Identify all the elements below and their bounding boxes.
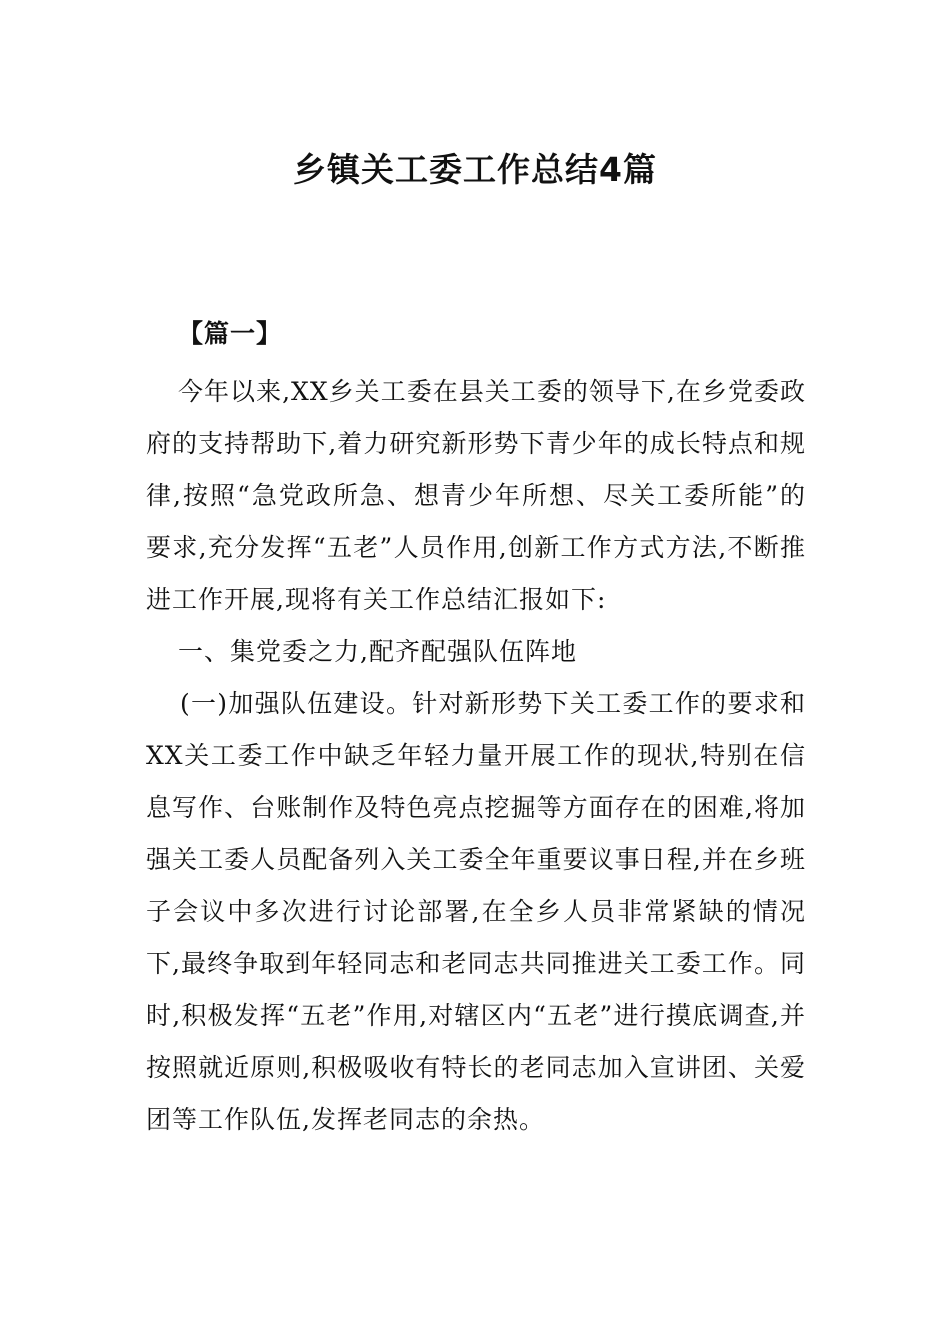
section-one-heading: 一、集党委之力,配齐配强队伍阵地 [178,637,577,666]
team-building-paragraph: (一)加强队伍建设。针对新形势下关工委工作的要求和XX关工委工作中缺乏年轻力量开展工作的现状,特别在信息写作、台账制作及特色亮点挖掘等方面存在的困难,将加强关工委人员配备列入关工委全年重要议事日程,并在乡班子会议中多次进行讨论部署,在全乡人员非常紧缺的情况下,最终争取到年轻同志和老同志共同推进关工委工作。同时,积极发挥“五老”作用,对辖区内“五老”进行摸底调查,并按照就近原则,积极吸收有特长的老同志加入宣讲团、关爱团等工作队伍,发挥老同志的余热。 [146,689,806,1134]
intro-paragraph: 今年以来,XX乡关工委在县关工委的领导下,在乡党委政府的支持帮助下,着力研究新形势下青少年的成长特点和规律,按照“急党政所急、想青少年所想、尽关工委所能”的要求,充分发挥“五老”人员作用,创新工作方式方法,不断推进工作开展,现将有关工作总结汇报如下: [146,377,806,614]
document-title: 乡镇关工委工作总结4篇 [293,150,657,189]
section-heading: 【篇一】 [178,319,283,348]
document-body [146,308,806,1146]
